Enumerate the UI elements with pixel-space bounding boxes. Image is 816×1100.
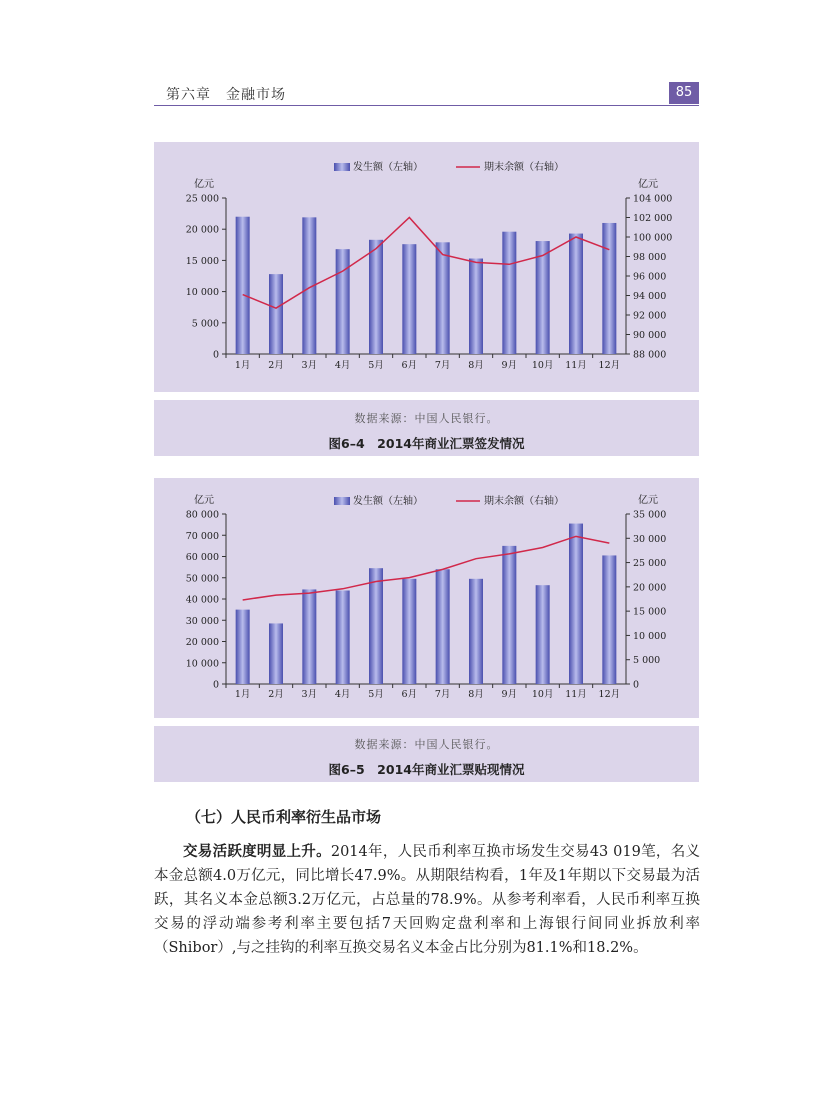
bar [602,223,616,354]
right-tick-label: 20 000 [633,582,667,594]
right-tick-label: 10 000 [633,630,667,642]
bar [236,610,250,684]
bar [536,585,550,684]
bar [336,249,350,354]
left-tick-label: 0 [212,349,219,361]
bar [569,524,583,684]
category-label: 2月 [268,360,284,371]
legend-label-line: 期末余额（右轴） [484,496,564,507]
category-label: 12月 [598,360,621,371]
left-axis-unit: 亿元 [194,495,214,506]
right-tick-label: 0 [633,679,640,691]
left-tick-label: 10 000 [185,287,219,299]
category-label: 12月 [598,689,621,700]
bar [469,579,483,684]
left-tick-label: 80 000 [185,509,219,521]
left-tick-label: 70 000 [185,530,219,542]
bar [469,259,483,354]
right-tick-label: 88 000 [633,349,667,361]
legend-swatch-bar [334,497,350,505]
right-tick-label: 35 000 [633,509,667,521]
right-tick-label: 90 000 [633,330,667,341]
right-tick-label: 100 000 [633,232,673,244]
category-label: 11月 [565,689,587,700]
chart-6-5 [154,478,699,718]
right-tick-label: 102 000 [633,213,673,224]
paragraph-body: 2014年，人民币利率互换市场发生交易43 019笔，名义本金总额4.0万亿元，同比增长47.9%。从期限结构看，1年及1年期以下交易最为活跃，其名义本金总额3.2万亿元，占总量的78.9%。从参考利率看，人民币利率互换交易的浮动端参考利率主要包括7天回购定盘利率和上海银行间同业拆放利率（Shibor）,与之挂钩的利率互换交易名义本金占比分别为81.1%和18.2%。 [154,844,700,956]
chart-panel-6-5 [154,478,699,718]
category-label: 5月 [368,689,384,700]
left-tick-label: 40 000 [185,594,219,606]
left-tick-label: 20 000 [185,224,219,236]
right-tick-label: 104 000 [633,193,673,205]
bar [602,555,616,684]
bar [502,232,516,354]
left-tick-label: 0 [212,679,219,691]
left-tick-label: 20 000 [185,637,219,648]
bar [402,244,416,354]
chart-panel-6-4 [154,142,699,392]
chart-6-4 [154,142,699,392]
category-label: 7月 [434,360,451,371]
category-label: 3月 [301,360,318,371]
bar [269,623,283,684]
category-label: 6月 [401,689,418,700]
section-title: （七）人民币利率衍生品市场 [186,808,382,826]
category-label: 11月 [565,360,587,371]
right-tick-label: 94 000 [633,291,667,302]
category-label: 10月 [531,689,554,700]
figure-caption: 图6–4 2014年商业汇票签发情况 [328,436,525,451]
right-tick-label: 15 000 [633,606,667,618]
left-axis-unit: 亿元 [194,179,214,190]
category-label: 3月 [301,689,318,700]
right-axis-unit: 亿元 [638,179,658,190]
category-label: 5月 [368,360,384,371]
section-paragraph [154,840,700,960]
left-tick-label: 5 000 [191,318,219,330]
left-tick-label: 60 000 [185,552,219,563]
left-tick-label: 15 000 [185,255,219,267]
balance-line [243,536,610,600]
page-header [154,80,699,106]
left-tick-label: 25 000 [185,193,219,205]
left-tick-label: 10 000 [185,658,219,670]
right-tick-label: 92 000 [633,310,667,322]
left-tick-label: 30 000 [185,615,219,627]
category-label: 10月 [531,360,554,371]
category-label: 4月 [334,360,351,371]
legend-label-bar: 发生额（左轴） [353,162,423,173]
bar [536,241,550,354]
bar [236,217,250,354]
figure-caption: 图6–5 2014年商业汇票贴现情况 [328,762,525,777]
figure-source: 数据来源：中国人民银行。 [354,412,499,425]
legend [334,494,564,507]
legend [334,160,564,173]
category-label: 9月 [501,689,518,700]
chapter-title: 第六章 金融市场 [166,87,286,103]
right-axis-unit: 亿元 [638,495,658,506]
right-tick-label: 5 000 [633,655,661,667]
page-number: 85 [669,82,699,104]
bar [336,591,350,685]
right-tick-label: 96 000 [633,271,667,283]
bar [569,234,583,354]
paragraph-lead: 交易活跃度明显上升。 [183,844,331,860]
category-label: 8月 [468,689,484,700]
bar [436,569,450,684]
category-label: 1月 [234,689,251,700]
bar [269,274,283,354]
category-label: 2月 [268,689,284,700]
category-label: 4月 [334,689,351,700]
figure-source: 数据来源：中国人民银行。 [354,738,499,751]
caption-panel-6-5 [154,726,699,782]
bar [369,568,383,684]
category-label: 7月 [434,689,451,700]
bar [302,589,316,684]
bar [502,546,516,684]
bar [402,579,416,684]
category-label: 6月 [401,360,418,371]
legend-swatch-bar [334,163,350,171]
category-label: 1月 [234,360,251,371]
category-label: 9月 [501,360,518,371]
header-rule [154,105,699,106]
right-tick-label: 98 000 [633,252,667,263]
bar [369,240,383,354]
left-tick-label: 50 000 [185,573,219,585]
category-label: 8月 [468,360,484,371]
legend-label-bar: 发生额（左轴） [353,496,423,507]
legend-label-line: 期末余额（右轴） [484,162,564,173]
caption-panel-6-4 [154,400,699,456]
balance-line [243,218,610,309]
bar [436,242,450,354]
right-tick-label: 30 000 [633,533,667,545]
right-tick-label: 25 000 [633,558,667,570]
